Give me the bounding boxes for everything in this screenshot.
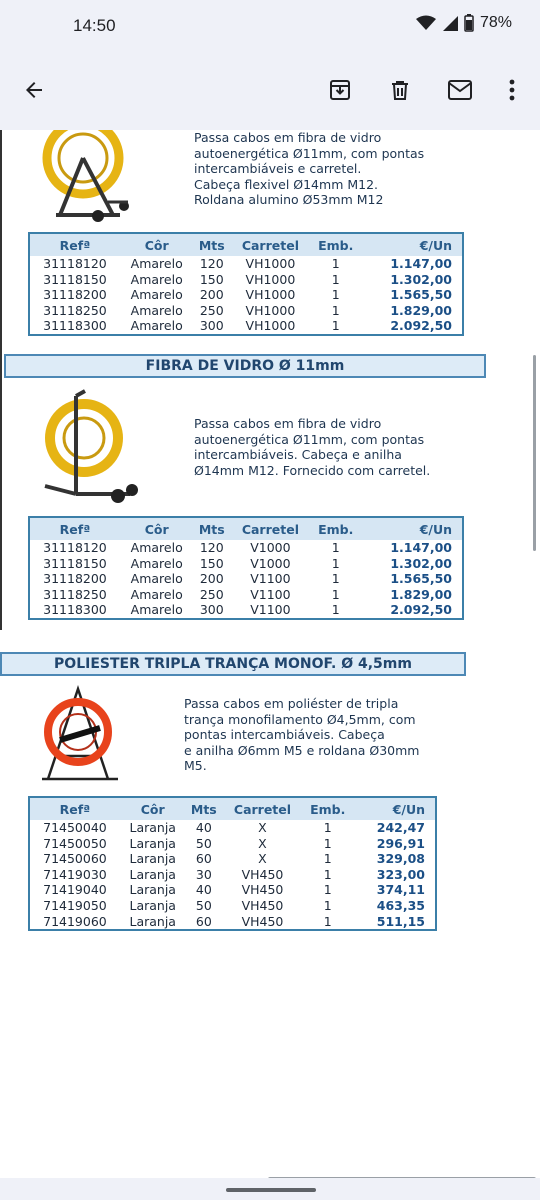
- table-cell: 250: [199, 586, 224, 602]
- battery-icon: [464, 14, 474, 32]
- table-row: [30, 571, 462, 587]
- table-cell: Amarelo: [130, 555, 183, 571]
- table-cell: VH1000: [245, 287, 296, 303]
- column-header: Mts: [194, 518, 231, 540]
- table-cell: Amarelo: [130, 571, 183, 587]
- column-header: Refª: [30, 518, 120, 540]
- table-row: [30, 540, 462, 556]
- table-cell: VH450: [241, 913, 284, 929]
- column-header: Côr: [120, 798, 186, 820]
- table-cell: 71419060: [43, 913, 107, 929]
- table-cell: 120: [199, 540, 224, 555]
- table-cell: 31118150: [43, 555, 107, 571]
- table-cell: Laranja: [129, 882, 176, 898]
- table-cell: 329,08: [376, 851, 425, 867]
- table-cell: VH1000: [245, 271, 296, 287]
- column-header: Carretel: [230, 234, 311, 256]
- table-row: [30, 303, 462, 319]
- table-cell: 1: [323, 820, 332, 835]
- fiberglass-reel-image-2: [40, 386, 140, 504]
- table-cell: V1000: [250, 555, 291, 571]
- table-cell: 1.565,50: [390, 571, 452, 587]
- table-cell: 1: [331, 256, 340, 271]
- app-bar: [0, 52, 540, 130]
- home-gesture-handle[interactable]: [226, 1188, 316, 1192]
- table-cell: VH450: [241, 897, 284, 913]
- price-table-3: [28, 796, 437, 931]
- table-cell: Amarelo: [130, 602, 183, 618]
- table-cell: 31118300: [43, 318, 107, 334]
- table-cell: 31118120: [43, 256, 107, 271]
- column-header: €/Un: [353, 798, 435, 820]
- table-cell: 31118200: [43, 287, 107, 303]
- table-cell: Amarelo: [130, 256, 183, 271]
- table-header-row: [30, 234, 462, 256]
- message-body[interactable]: [0, 130, 540, 1178]
- mail-button[interactable]: [440, 70, 480, 110]
- table-cell: X: [258, 851, 267, 867]
- table-row: [30, 318, 462, 334]
- table-cell: VH450: [241, 866, 284, 882]
- table-cell: 1: [331, 287, 340, 303]
- table-cell: 1: [331, 540, 340, 555]
- table-cell: VH1000: [245, 256, 296, 271]
- table-cell: 1.829,00: [390, 586, 452, 602]
- table-cell: V1000: [250, 540, 291, 555]
- table-row: [30, 820, 435, 836]
- status-time: 14:50: [73, 16, 116, 35]
- battery-level: 78%: [479, 14, 512, 31]
- table-cell: 300: [199, 602, 224, 618]
- mail-icon: [447, 79, 473, 101]
- table-row: [30, 272, 462, 288]
- column-header: Mts: [194, 234, 231, 256]
- polyester-reel-image: [38, 684, 124, 784]
- table-row: [30, 914, 435, 930]
- table-cell: 1: [323, 866, 332, 882]
- wifi-icon: [416, 15, 436, 31]
- table-cell: Amarelo: [130, 302, 183, 318]
- table-cell: Amarelo: [130, 540, 183, 555]
- back-arrow-icon: [22, 78, 46, 102]
- table-cell: Laranja: [129, 835, 176, 851]
- table-cell: 71419030: [43, 866, 107, 882]
- table-cell: 1: [323, 882, 332, 898]
- table-cell: V1100: [250, 602, 291, 618]
- table-cell: 50: [195, 835, 212, 851]
- column-header: Emb.: [311, 518, 361, 540]
- table-cell: 1: [331, 302, 340, 318]
- table-cell: 31118250: [43, 302, 107, 318]
- column-header: €/Un: [361, 518, 462, 540]
- table-cell: Laranja: [129, 897, 176, 913]
- table-cell: 463,35: [376, 897, 425, 913]
- table-cell: 1: [331, 602, 340, 618]
- table-cell: 1: [331, 318, 340, 334]
- table-cell: 40: [195, 882, 212, 898]
- table-cell: 30: [195, 866, 212, 882]
- table-row: [30, 851, 435, 867]
- table-cell: 374,11: [376, 882, 425, 898]
- column-header: Côr: [120, 234, 194, 256]
- table-cell: 1.147,00: [390, 256, 452, 271]
- table-cell: 511,15: [376, 913, 425, 929]
- table-row: [30, 867, 435, 883]
- table-cell: 200: [199, 571, 224, 587]
- product-description-3: Passa cabos em poliéster de tripla trança monofilamento Ø4,5mm, com pontas intercambiáveis. Cabeça e anilha Ø6mm M5 e roldana Ø30mm M5.: [184, 696, 420, 773]
- column-header: Mts: [186, 798, 223, 820]
- table-cell: VH1000: [245, 318, 296, 334]
- column-header: Emb.: [303, 798, 353, 820]
- table-cell: 31118200: [43, 571, 107, 587]
- table-cell: X: [258, 820, 267, 835]
- table-cell: 1: [323, 897, 332, 913]
- table-cell: 71450060: [43, 851, 107, 867]
- table-cell: 31118120: [43, 540, 107, 555]
- table-cell: 1.565,50: [390, 287, 452, 303]
- price-table-1: [28, 232, 464, 336]
- table-cell: 31118250: [43, 586, 107, 602]
- table-row: [30, 587, 462, 603]
- table-cell: 60: [195, 913, 212, 929]
- archive-icon: [328, 78, 352, 102]
- table-cell: 71450040: [43, 820, 107, 835]
- signal-icon: [442, 15, 458, 31]
- table-cell: 50: [195, 897, 212, 913]
- table-row: [30, 256, 462, 272]
- table-cell: 31118300: [43, 602, 107, 618]
- table-cell: 200: [199, 287, 224, 303]
- table-cell: 60: [195, 851, 212, 867]
- price-table-2: [28, 516, 464, 620]
- table-cell: 150: [199, 555, 224, 571]
- table-row: [30, 898, 435, 914]
- more-options-button[interactable]: [492, 70, 532, 110]
- product-description-1: Passa cabos em fibra de vidro autoenergética Ø11mm, com pontas intercambiáveis e carretel. Cabeça flexivel Ø14mm M12. Roldana alumino Ø53mm M12: [194, 130, 425, 207]
- delete-button[interactable]: [380, 70, 420, 110]
- table-row: [30, 836, 435, 852]
- table-cell: 1: [323, 851, 332, 867]
- table-cell: X: [258, 835, 267, 851]
- table-cell: 71419040: [43, 882, 107, 898]
- table-cell: 242,47: [376, 820, 425, 835]
- table-cell: Amarelo: [130, 318, 183, 334]
- trash-icon: [388, 78, 412, 102]
- archive-button[interactable]: [320, 70, 360, 110]
- table-cell: 1: [331, 271, 340, 287]
- table-cell: Laranja: [129, 913, 176, 929]
- table-cell: 40: [195, 820, 212, 835]
- table-cell: 250: [199, 302, 224, 318]
- table-row: [30, 287, 462, 303]
- table-cell: 1.147,00: [390, 540, 452, 555]
- table-cell: V1100: [250, 571, 291, 587]
- section-title-poliester: POLIESTER TRIPLA TRANÇA MONOF. Ø 4,5mm: [0, 652, 466, 676]
- table-cell: 71419050: [43, 897, 107, 913]
- column-header: Carretel: [230, 518, 311, 540]
- column-header: Côr: [120, 518, 194, 540]
- section-title-fibra-de-vidro: FIBRA DE VIDRO Ø 11mm: [4, 354, 486, 378]
- back-button[interactable]: [14, 70, 54, 110]
- more-vert-icon: [509, 79, 515, 101]
- table-cell: 1: [331, 555, 340, 571]
- table-cell: 323,00: [376, 866, 425, 882]
- table-cell: Amarelo: [130, 287, 183, 303]
- status-bar: [0, 0, 540, 52]
- table-cell: 1.302,00: [390, 555, 452, 571]
- table-cell: 1.302,00: [390, 271, 452, 287]
- table-cell: Amarelo: [130, 586, 183, 602]
- column-header: Emb.: [311, 234, 361, 256]
- column-header: €/Un: [361, 234, 462, 256]
- table-cell: 1.829,00: [390, 302, 452, 318]
- table-cell: 300: [199, 318, 224, 334]
- table-cell: 31118150: [43, 271, 107, 287]
- table-cell: 150: [199, 271, 224, 287]
- table-cell: Laranja: [129, 851, 176, 867]
- table-cell: Amarelo: [130, 271, 183, 287]
- table-cell: V1100: [250, 586, 291, 602]
- table-cell: VH450: [241, 882, 284, 898]
- column-header: Carretel: [222, 798, 303, 820]
- table-cell: 1: [331, 586, 340, 602]
- table-cell: 296,91: [376, 835, 425, 851]
- table-cell: 1: [323, 835, 332, 851]
- table-header-row: [30, 798, 435, 820]
- table-cell: 71450050: [43, 835, 107, 851]
- table-cell: 2.092,50: [390, 602, 452, 618]
- column-header: Refª: [30, 234, 120, 256]
- table-cell: 1: [331, 571, 340, 587]
- fiberglass-reel-image-1: [38, 130, 138, 225]
- table-row: [30, 556, 462, 572]
- column-header: Refª: [30, 798, 120, 820]
- table-header-row: [30, 518, 462, 540]
- table-cell: 2.092,50: [390, 318, 452, 334]
- table-cell: VH1000: [245, 302, 296, 318]
- table-cell: 1: [323, 913, 332, 929]
- vertical-scrollbar[interactable]: [533, 355, 536, 551]
- document-left-border: [0, 130, 2, 630]
- table-row: [30, 882, 435, 898]
- navigation-bar: [0, 1178, 540, 1200]
- table-cell: Laranja: [129, 866, 176, 882]
- table-cell: 120: [199, 256, 224, 271]
- table-cell: Laranja: [129, 820, 176, 835]
- product-description-2: Passa cabos em fibra de vidro autoenergética Ø11mm, com pontas intercambiáveis. Cabeça e anilha Ø14mm M12. Fornecido com carretel.: [194, 416, 431, 478]
- table-row: [30, 602, 462, 618]
